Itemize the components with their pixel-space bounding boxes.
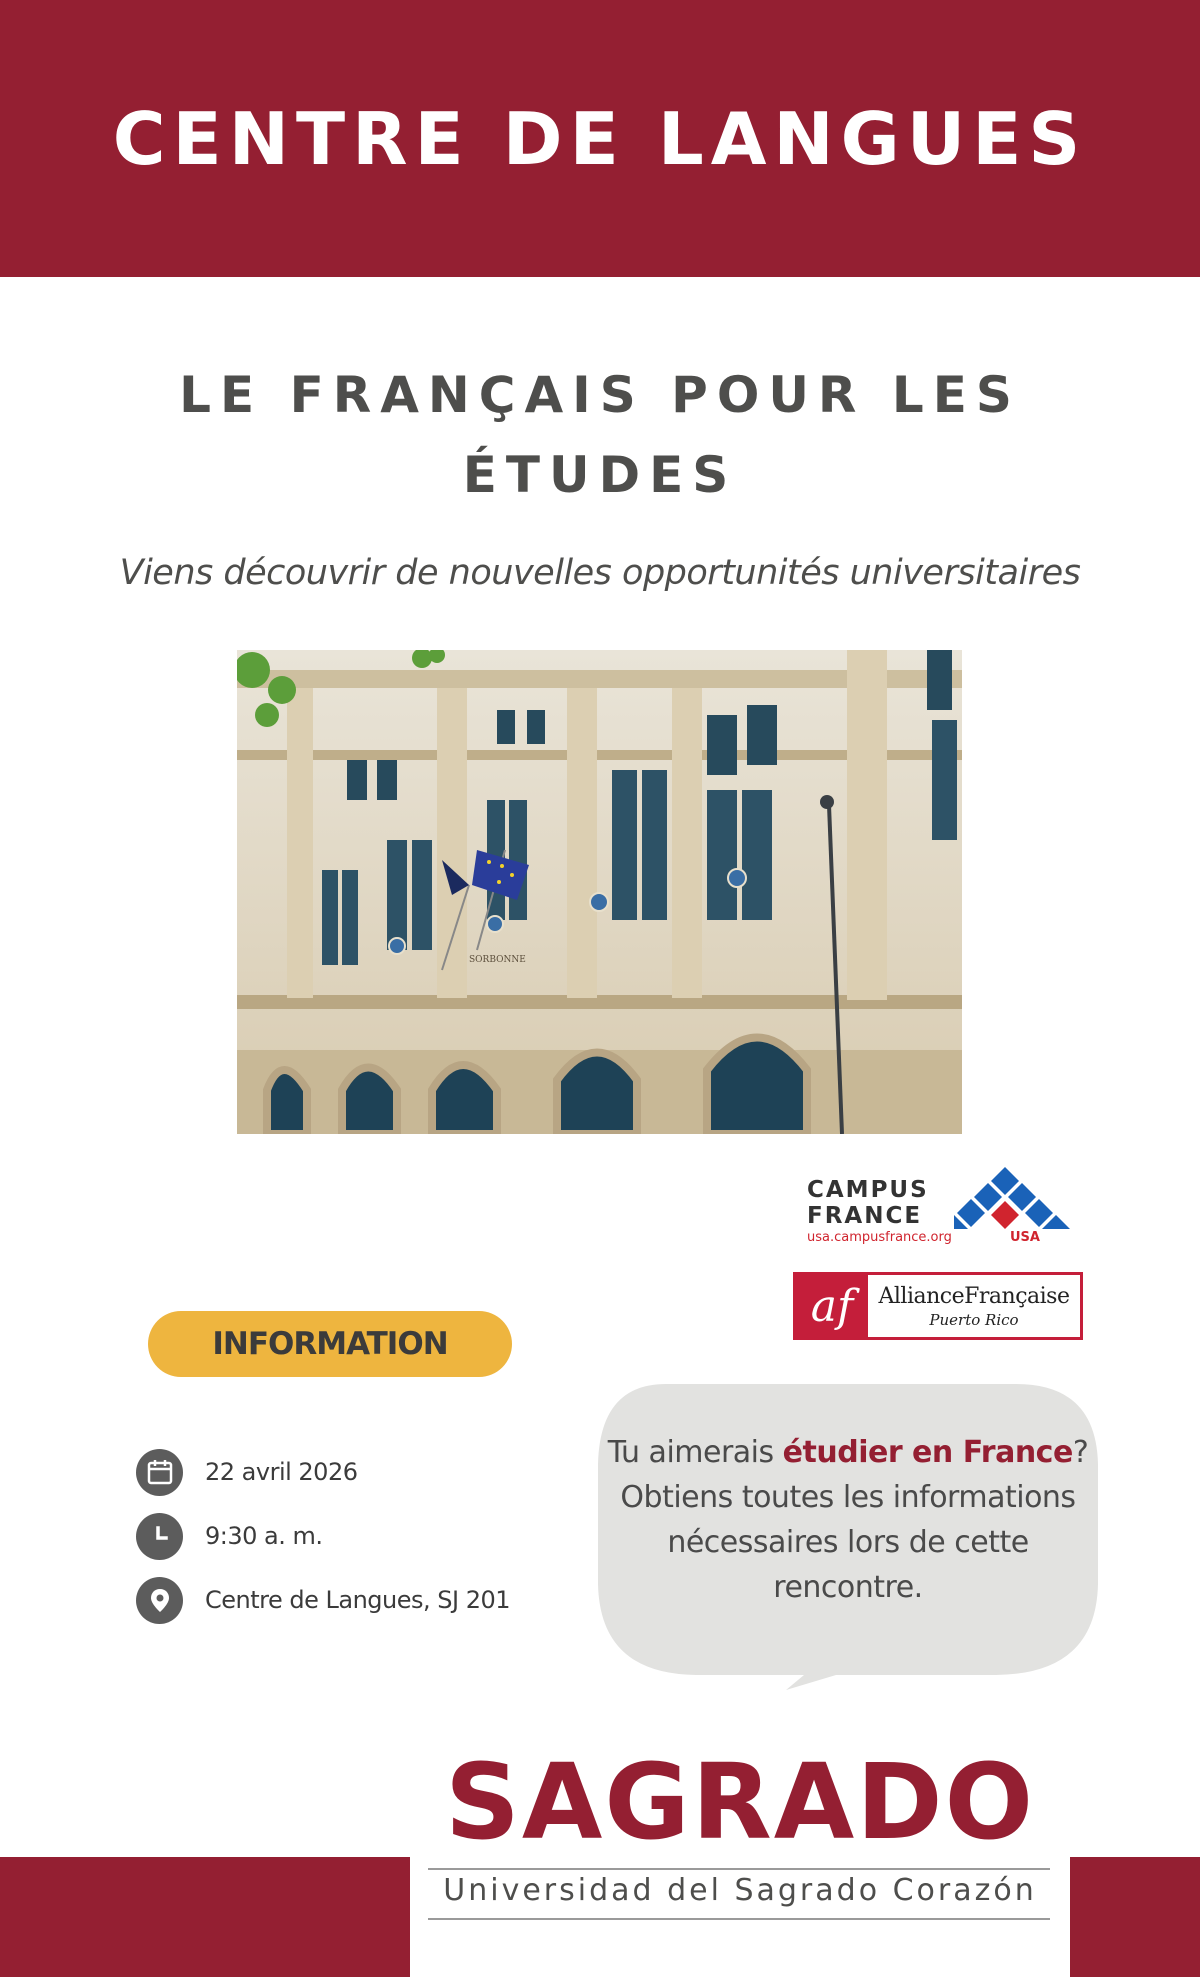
bubble-suffix: ? [1072,1435,1089,1470]
university-name: Universidad del Sagrado Corazón [443,1873,1037,1908]
bubble-question [600,1430,1096,1475]
clock-icon [136,1513,183,1560]
event-title-line2: ÉTUDES [462,446,738,504]
campus-line1: CAMPUS [807,1177,929,1203]
campus-france-logo [805,1165,1075,1245]
alliance-francaise-logo [793,1272,1083,1340]
event-title-line1: LE FRANÇAIS POUR LES [179,366,1021,424]
event-time: 9:30 a. m. [205,1522,323,1550]
calendar-icon [136,1449,183,1496]
event-location: Centre de Langues, SJ 201 [205,1586,511,1614]
af-text [868,1275,1080,1337]
campus-line2: FRANCE [807,1203,923,1229]
af-name: AllianceFrançaise [878,1283,1070,1309]
sagrado-logo: SAGRADO [444,1741,1036,1863]
campus-url: usa.campusfrance.org [807,1230,952,1245]
location-pin-icon [136,1577,183,1624]
date-row [136,1440,510,1504]
information-button[interactable]: INFORMATION [148,1311,512,1377]
event-details [136,1440,510,1632]
logo-rule-bottom [428,1918,1050,1920]
af-location: Puerto Rico [929,1310,1019,1329]
bubble-body: Obtiens toutes les informations nécessaires lors de cette rencontre. [620,1480,1076,1605]
time-row [136,1504,510,1568]
campus-region: USA [1010,1230,1040,1245]
event-title [0,355,1200,515]
header-banner [0,0,1200,277]
sorbonne-sign: SORBONNE [469,955,526,965]
header-title: CENTRE DE LANGUES [112,96,1088,181]
location-row [136,1568,510,1632]
sorbonne-photo [237,650,962,1134]
bubble-prefix: Tu aimerais [607,1435,783,1470]
logo-rule-top [428,1868,1050,1870]
bubble-highlight: étudier en France [782,1435,1073,1470]
af-mark: af [796,1275,868,1337]
event-subtitle: Viens découvrir de nouvelles opportunités universitaires [119,553,1081,593]
bubble-text [600,1430,1096,1610]
event-date: 22 avril 2026 [205,1458,358,1486]
